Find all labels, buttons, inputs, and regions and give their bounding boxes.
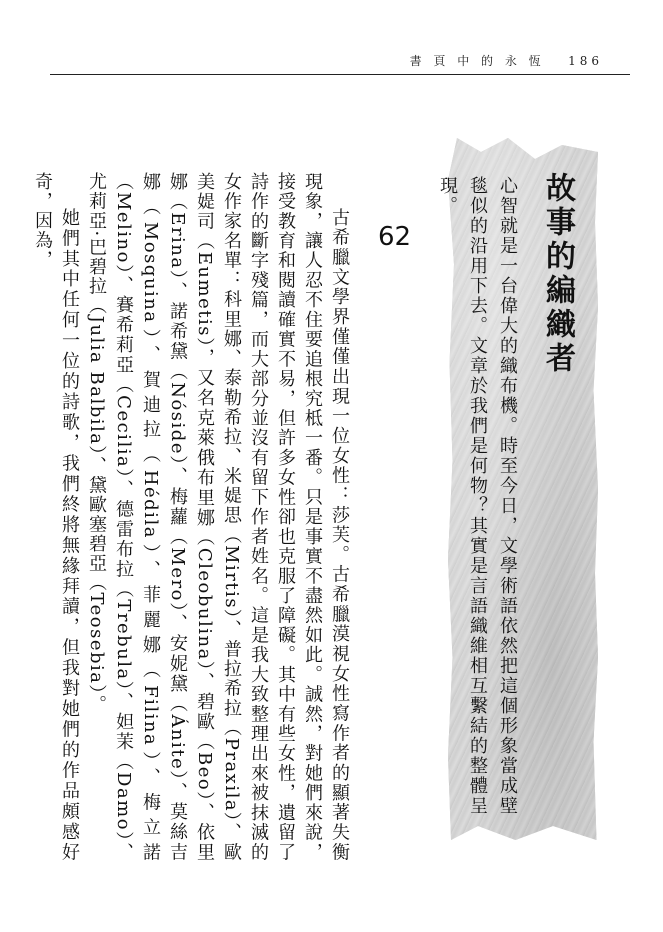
main-body-text	[32, 172, 353, 862]
running-head	[410, 52, 603, 69]
header-rule	[50, 74, 630, 75]
body-paragraph-1: 古希臘文學界僅僅出現一位女性：莎芙。古希臘漠視女性寫作者的顯著失衡現象，讓人忍不住要追根究柢一番。只是事實不盡然如此。誠然，對她們來說，接受教育和閱讀確實不易，但許多女性卻也克服了障礙。其中有些女性，遺留了詩作的斷字殘篇，而大部分並沒有留下作者姓名。這是我大致整理出來被抹滅的女作家名單：科里娜、泰勒希拉、米媞思（Mirtis）、普拉希拉（Praxila）、歐美媞司（Eumetis），又名克萊俄布里娜（Cleobulina）、碧歐（Beo）、依里娜（Erina）、諾希黛（Nóside）、梅蘿（Mero）、安妮黛（Ánite）、莫絲吉娜（Mosquina）、賀迪拉（Hédila）、菲麗娜（Filina）、梅立諾（Melino）、賽希莉亞（Cecilia）、德雷布拉（Trebula）、妲茉（Damo）、尤莉亞·巴碧拉（Julia Balbila）、黛歐塞碧亞（Teosebia）。	[86, 172, 350, 862]
sidebar-text: 心智就是一台偉大的織布機。時至今日，文學術語依然把這個形象當成壁毯似的沿用下去。文章於我們是何物？其實是言語織維相互繫結的整體呈現。	[437, 176, 518, 816]
page-number: 186	[568, 54, 603, 68]
body-paragraph-2: 她們其中任何一位的詩歌，我們終將無緣拜讀，但我對她們的作品頗感好奇，因為，	[32, 172, 80, 862]
running-title: 書 頁 中 的 永 恆	[409, 54, 545, 68]
chapter-number: 62	[378, 222, 412, 252]
sidebar-title: 故事的編織者	[540, 172, 575, 376]
